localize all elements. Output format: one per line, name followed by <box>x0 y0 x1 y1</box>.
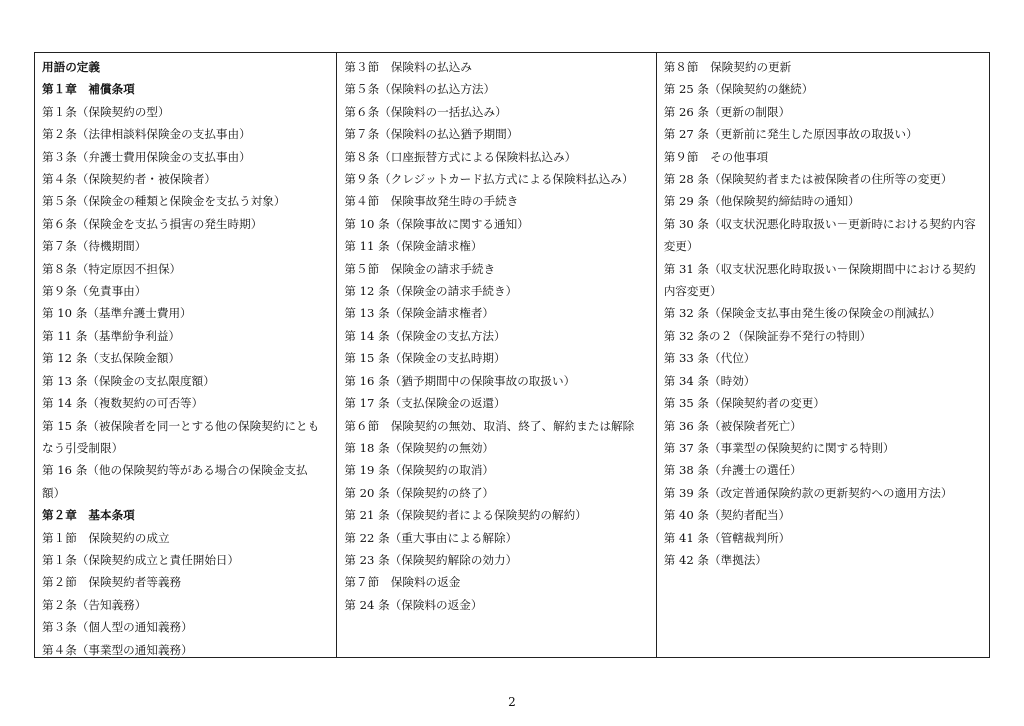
toc-entry: 第８節 保険契約の更新 <box>663 60 792 74</box>
toc-entry: 第７条（保険料の払込猶予期間） <box>344 127 519 142</box>
toc-entry: 第５条（保険金の種類と保険金を支払う対象） <box>42 194 286 209</box>
toc-entry: 第４条（事業型の通知義務） <box>42 642 193 657</box>
toc-entry: 第 15 条（保険金の支払時期） <box>344 351 506 366</box>
toc-entry: 第８条（特定原因不担保） <box>42 261 182 276</box>
toc-entry: 第１条（保険契約の型） <box>42 104 170 119</box>
toc-entry: 第 14 条（保険金の支払方法） <box>344 328 506 343</box>
toc-entry: 第２節 保険契約者等義務 <box>42 575 182 590</box>
toc-column-1 <box>35 53 336 657</box>
toc-entry: 第 16 条（猶予期間中の保険事故の取扱い） <box>344 373 576 388</box>
toc-entry: 第 17 条（支払保険金の返還） <box>344 396 506 411</box>
toc-entry: 内容変更） <box>663 284 722 299</box>
toc-entry: 第２条（告知義務） <box>42 597 147 612</box>
toc-entry: 第２条（法律相談料保険金の支払事由） <box>42 127 251 142</box>
toc-entry: 第 14 条（複数契約の可否等） <box>42 396 204 411</box>
toc-entry: 第 10 条（保険事故に関する通知） <box>344 216 529 231</box>
toc-entry: 第 35 条（保険契約者の変更） <box>663 396 825 411</box>
toc-entry: 第 26 条（更新の制限） <box>663 104 791 119</box>
toc-entry: 第 11 条（保険金請求権） <box>344 239 483 254</box>
toc-entry: 第６条（保険料の一括払込み） <box>344 104 507 119</box>
toc-entry: 第 11 条（基準紛争利益） <box>42 328 181 343</box>
toc-entry: なう引受制限） <box>42 440 124 455</box>
toc-entry: 第 25 条（保険契約の継続） <box>663 82 814 97</box>
toc-entry: 第７節 保険料の返金 <box>344 575 461 590</box>
table-of-contents <box>34 52 990 658</box>
toc-entry: 第 18 条（保険契約の無効） <box>344 440 495 455</box>
toc-entry: 第５節 保険金の請求手続き <box>344 261 496 276</box>
toc-entry: 第 42 条（準拠法） <box>663 552 767 567</box>
toc-entry: 変更） <box>663 239 699 254</box>
toc-entry: 第 37 条（事業型の保険契約に関する特則） <box>663 440 895 455</box>
toc-entry: 第５条（保険料の払込方法） <box>344 82 496 97</box>
toc-entry: 第 13 条（保険金の支払限度額） <box>42 373 215 388</box>
toc-entry: 第 40 条（契約者配当） <box>663 508 791 523</box>
toc-entry: 第１節 保険契約の成立 <box>42 530 170 545</box>
toc-column-3 <box>656 53 989 657</box>
toc-entry: 第３条（弁護士費用保険金の支払事由） <box>42 149 251 164</box>
toc-entry: 第 39 条（改定普通保険約款の更新契約への適用方法） <box>663 485 953 500</box>
toc-entry: 額） <box>42 485 66 500</box>
toc-entry: 第 22 条（重大事由による解除） <box>344 530 518 545</box>
toc-entry: 第７条（待機期間） <box>42 239 147 254</box>
toc-entry: 第 24 条（保険料の返金） <box>344 597 483 612</box>
toc-entry: 第 27 条（更新前に発生した原因事故の取扱い） <box>663 127 918 142</box>
toc-heading: 第１章 補償条項 <box>42 82 135 97</box>
toc-entry: 第 13 条（保険金請求権者） <box>344 306 495 321</box>
toc-entry: 第 30 条（収支状況悪化時取扱い－更新時における契約内容 <box>663 216 976 231</box>
toc-entry: 第 28 条（保険契約者または被保険者の住所等の変更） <box>663 172 953 187</box>
toc-entry: 第 15 条（被保険者を同一とする他の保険契約にとも <box>42 418 320 433</box>
toc-heading: 用語の定義 <box>42 60 100 74</box>
toc-entry: 第 12 条（保険金の請求手続き） <box>344 284 518 299</box>
toc-entry: 第 41 条（管轄裁判所） <box>663 530 791 545</box>
toc-entry: 第 32 条（保険金支払事由発生後の保険金の削減払） <box>663 306 941 321</box>
toc-entry: 第６節 保険契約の無効、取消、終了、解約または解除 <box>344 418 635 433</box>
toc-entry: 第 23 条（保険契約解除の効力） <box>344 552 518 567</box>
toc-entry: 第９節 その他事項 <box>663 149 769 164</box>
toc-entry: 第 16 条（他の保険契約等がある場合の保険金支払 <box>42 463 308 478</box>
toc-entry: 第３節 保険料の払込み <box>344 60 472 74</box>
toc-entry: 第 38 条（弁護士の選任） <box>663 463 802 478</box>
toc-entry: 第 32 条の２（保険証券不発行の特則） <box>663 328 872 343</box>
toc-entry: 第 29 条（他保険契約締結時の通知） <box>663 194 860 209</box>
toc-entry: 第 36 条（被保険者死亡） <box>663 418 802 433</box>
toc-entry: 第４節 保険事故発生時の手続き <box>344 194 519 209</box>
toc-entry: 第６条（保険金を支払う損害の発生時期） <box>42 216 263 231</box>
toc-entry: 第８条（口座振替方式による保険料払込み） <box>344 149 577 164</box>
toc-entry: 第 31 条（収支状況悪化時取扱い－保険期間中における契約 <box>663 261 976 276</box>
toc-entry: 第９条（免責事由） <box>42 284 147 299</box>
toc-entry: 第 21 条（保険契約者による保険契約の解約） <box>344 508 587 523</box>
toc-entry: 第 19 条（保険契約の取消） <box>344 463 495 478</box>
toc-entry: 第 33 条（代位） <box>663 351 756 366</box>
page-number: 2 <box>508 695 516 709</box>
toc-entry: 第４条（保険契約者・被保険者） <box>42 172 216 187</box>
toc-entry: 第 12 条（支払保険金額） <box>42 351 181 366</box>
toc-heading: 第２章 基本条項 <box>42 508 135 523</box>
toc-entry: 第９条（クレジットカード払方式による保険料払込み） <box>344 172 634 187</box>
toc-entry: 第１条（保険契約成立と責任開始日） <box>42 552 240 567</box>
toc-entry: 第 10 条（基準弁護士費用） <box>42 306 192 321</box>
toc-column-2 <box>336 53 655 657</box>
toc-entry: 第 20 条（保険契約の終了） <box>344 485 495 500</box>
toc-entry: 第３条（個人型の通知義務） <box>42 620 193 635</box>
toc-entry: 第 34 条（時効） <box>663 373 756 388</box>
